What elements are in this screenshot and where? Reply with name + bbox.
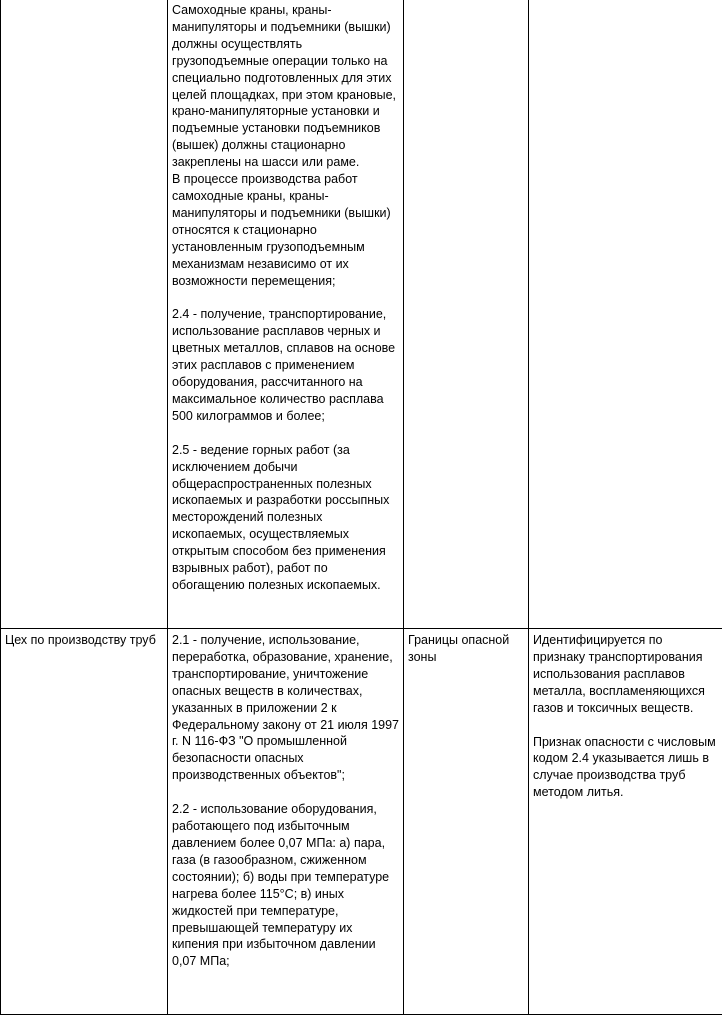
paragraph: Самоходные краны, краны-манипуляторы и подъемники (вышки) должны осуществлять грузоподъемные операции только на специально подготовленных для этих целей площадках, при этом крановые, крано-манипуляторные установки и подъемные установки подъемников (вышек) должны стационарно закреплены на шасси или раме. <box>172 2 399 171</box>
notes-cell <box>529 629 722 1015</box>
object-name-cell: Цех по производству труб <box>1 629 168 1015</box>
notes-cell <box>529 0 722 629</box>
paragraph: 2.5 - ведение горных работ (за исключением добычи общераспространенных полезных ископаемых и разработки россыпных месторождений полезных ископаемых, осуществляемых открытым способом без применения взрывных работ), работ по обогащению полезных ископаемых. <box>172 442 399 594</box>
table-row <box>1 0 722 629</box>
hazard-zone-cell <box>404 0 529 629</box>
paragraph: 2.1 - получение, использование, переработка, образование, хранение, транспортирование, уничтожение опасных веществ в количествах, указанных в приложении 2 к Федеральному закону от 21 июля 1997 г. N 116-ФЗ "О промышленной безопасности опасных производственных объектов"; <box>172 632 399 784</box>
hazard-criteria-cell <box>168 0 404 629</box>
paragraph: В процессе производства работ самоходные краны, краны-манипуляторы и подъемники (вышки) относятся к стационарно установленным грузоподъемным механизмам независимо от их возможности перемещения; <box>172 171 399 289</box>
paragraph: 2.2 - использование оборудования, работающего под избыточным давлением более 0,07 МПа: а) пара, газа (в газообразном, сжиженном состоянии); б) воды при температуре нагрева более 115°С; в) иных жидкостей при температуре, превышающей температуру их кипения при избыточном давлении 0,07 МПа; <box>172 801 399 970</box>
hazard-criteria-cell <box>168 629 404 1015</box>
object-name-cell <box>1 0 168 629</box>
paragraph: Идентифицируется по признаку транспортирования использования расплавов металла, воспламеняющихся газов и токсичных веществ. <box>533 632 718 717</box>
hazard-zone-cell: Границы опасной зоны <box>404 629 529 1015</box>
table-row <box>1 629 722 1015</box>
paragraph: 2.4 - получение, транспортирование, использование расплавов черных и цветных металлов, сплавов на основе этих расплавов с применением оборудования, рассчитанного на максимальное количество расплава 500 килограммов и более; <box>172 306 399 424</box>
paragraph: Признак опасности с числовым кодом 2.4 указывается лишь в случае производства труб методом литья. <box>533 734 718 802</box>
